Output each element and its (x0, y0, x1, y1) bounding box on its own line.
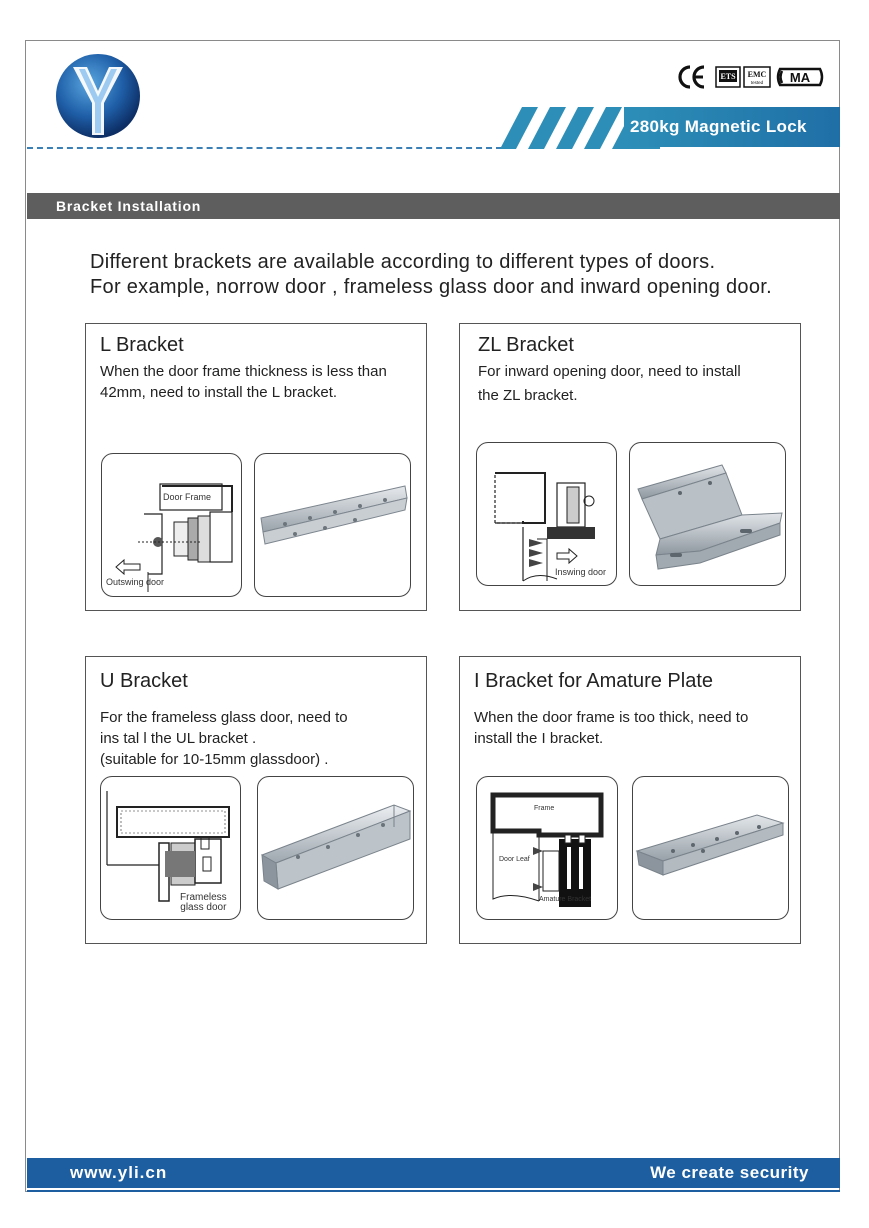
svg-text:MA: MA (789, 70, 811, 85)
diagram-label-inswing: Inswing door (555, 567, 607, 577)
i-bracket-product-photo (632, 776, 789, 920)
diagram-label-door-frame: Door Frame (163, 492, 212, 502)
company-logo (55, 53, 141, 139)
diagram-label-frameless-glass-door: Frameless glass door (180, 892, 227, 913)
i-bracket-diagram (476, 776, 618, 920)
header-dashed-divider (27, 147, 502, 149)
certification-marks (676, 63, 826, 91)
card-title: U Bracket (100, 670, 188, 692)
svg-text:EMC: EMC (747, 70, 767, 79)
card-description: When the door frame thickness is less than 42mm, need to install the L bracket. (100, 363, 387, 401)
zl-bracket-card (459, 323, 801, 611)
card-description: For inward opening door, need to install the ZL bracket. (478, 363, 741, 404)
diagram-label-outswing: Outswing door (106, 577, 165, 587)
diagram-label-door-leaf: Door Leaf (499, 856, 530, 863)
footer-underline (27, 1190, 840, 1192)
svg-text:ETS: ETS (720, 72, 736, 81)
i-bracket-card (459, 656, 801, 944)
card-title: L Bracket (100, 334, 184, 356)
ce-mark-icon (680, 67, 704, 87)
u-bracket-product-photo (257, 776, 414, 920)
ets-mark-icon (716, 67, 740, 87)
footer-website: www.yli.cn (70, 1163, 168, 1182)
card-description: For the frameless glass door, need to ins tal l the UL bracket . (suitable for 10-15mm glassdoor) . (100, 709, 348, 768)
l-bracket-card (85, 323, 427, 611)
product-title: 280kg Magnetic Lock (630, 117, 807, 136)
section-title: Bracket Installation (56, 198, 202, 214)
cma-mark-icon (778, 69, 822, 85)
diagram-label-amature-bracket: Amature Bracket (539, 896, 592, 903)
svg-text:tested: tested (750, 80, 764, 85)
u-bracket-card (85, 656, 427, 944)
intro-line-2: For example, norrow door , frameless glass door and inward opening door. (90, 276, 772, 298)
intro-line-1: Different brackets are available according to different types of doors. (90, 251, 716, 273)
card-description: When the door frame is too thick, need to install the I bracket. (474, 709, 749, 747)
intro-text (90, 250, 810, 300)
card-title: ZL Bracket (478, 334, 574, 356)
l-bracket-product-photo (254, 453, 411, 597)
emc-mark-icon (744, 67, 770, 87)
zl-bracket-diagram (476, 442, 617, 586)
card-title: I Bracket for Amature Plate (474, 670, 713, 692)
zl-bracket-product-photo (629, 442, 786, 586)
footer-slogan: We create security (650, 1163, 809, 1182)
l-bracket-diagram (101, 453, 242, 597)
u-bracket-diagram (100, 776, 241, 920)
diagram-label-frame: Frame (534, 805, 555, 812)
